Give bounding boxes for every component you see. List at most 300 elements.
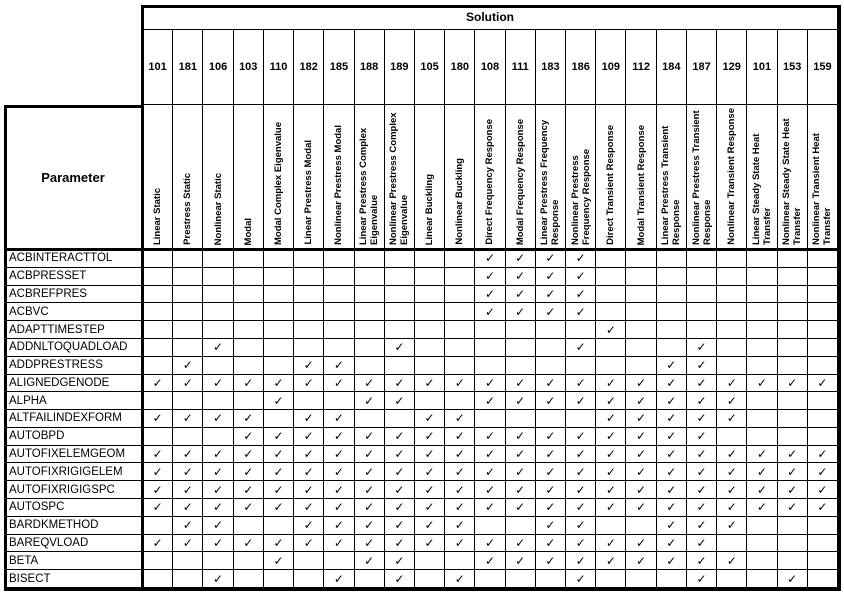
check-cell-checked [687,570,717,588]
check-mark: ✓ [333,411,344,426]
check-cell-checked [385,517,415,535]
check-cell-checked [566,552,596,570]
check-mark: ✓ [182,482,193,497]
check-cell-checked [445,517,475,535]
check-cell [355,357,385,375]
border-top [141,5,840,8]
check-mark: ✓ [152,375,163,390]
check-cell-checked [506,535,536,553]
check-cell [143,268,173,286]
corner-blank-numbers [4,30,143,105]
check-mark: ✓ [545,251,556,266]
border-bottom [4,588,841,591]
check-cell [626,286,656,304]
check-cell-checked [385,535,415,553]
check-cell-checked [657,499,687,517]
check-cell [294,392,324,410]
check-mark: ✓ [666,518,677,533]
check-mark: ✓ [575,553,586,568]
check-cell [445,357,475,375]
check-cell [203,357,233,375]
check-cell [234,357,264,375]
check-cell-checked [506,268,536,286]
check-mark: ✓ [545,482,556,497]
check-cell-checked [294,410,324,428]
check-mark: ✓ [152,536,163,551]
check-mark: ✓ [515,375,526,390]
check-mark: ✓ [364,464,375,479]
check-cell-checked [687,517,717,535]
check-cell [687,321,717,339]
check-mark: ✓ [575,251,586,266]
check-mark: ✓ [605,375,616,390]
check-cell-checked [566,250,596,268]
check-cell-checked [687,428,717,446]
check-mark: ✓ [303,500,314,515]
check-cell [143,339,173,357]
check-cell [355,339,385,357]
check-cell-checked [294,481,324,499]
check-mark: ✓ [364,429,375,444]
check-mark: ✓ [454,500,465,515]
check-cell-checked [445,481,475,499]
check-mark: ✓ [726,393,737,408]
column-number: 181 [173,30,203,105]
check-cell-checked [596,428,626,446]
check-cell-checked [778,499,808,517]
check-mark: ✓ [243,447,254,462]
check-cell-checked [385,499,415,517]
check-cell-checked [324,535,354,553]
check-cell-checked [506,303,536,321]
check-mark: ✓ [666,447,677,462]
check-mark: ✓ [213,447,224,462]
check-cell-checked [536,499,566,517]
corner-blank-top [4,5,143,30]
check-cell [143,321,173,339]
check-mark: ✓ [545,518,556,533]
check-cell [294,570,324,588]
check-mark: ✓ [182,375,193,390]
check-mark: ✓ [726,500,737,515]
check-cell [173,428,203,446]
check-cell-checked [747,446,777,464]
check-mark: ✓ [545,304,556,319]
check-cell-checked [566,375,596,393]
check-cell [747,428,777,446]
column-label-cell [808,105,838,250]
check-mark: ✓ [636,553,647,568]
check-mark: ✓ [424,375,435,390]
check-cell-checked [355,428,385,446]
check-mark: ✓ [575,571,586,586]
check-cell-checked [657,392,687,410]
check-mark: ✓ [605,464,616,479]
check-cell-checked [143,446,173,464]
check-cell [778,339,808,357]
check-cell-checked [717,463,747,481]
check-mark: ✓ [515,464,526,479]
column-label: Nonlinear Prestress Complex Eigenvalue [388,112,411,245]
check-cell [324,303,354,321]
check-mark: ✓ [636,393,647,408]
check-mark: ✓ [182,536,193,551]
check-cell [536,339,566,357]
check-cell [143,303,173,321]
check-mark: ✓ [424,447,435,462]
column-label-cell [264,105,294,250]
check-cell [717,428,747,446]
column-label-cell [445,105,475,250]
check-cell [415,570,445,588]
check-cell [415,250,445,268]
check-cell-checked [445,570,475,588]
column-label-cell [475,105,505,250]
check-mark: ✓ [213,500,224,515]
check-mark: ✓ [605,500,616,515]
check-cell-checked [415,499,445,517]
check-cell [687,250,717,268]
column-label-cell [778,105,808,250]
check-cell-checked [475,499,505,517]
check-cell-checked [626,446,656,464]
check-cell-checked [566,517,596,535]
check-cell [324,286,354,304]
check-cell-checked [536,428,566,446]
check-cell-checked [294,375,324,393]
check-cell [173,268,203,286]
check-cell-checked [747,375,777,393]
check-cell-checked [506,481,536,499]
column-label: Nonlinear Transient Heat Transfer [811,133,834,245]
check-cell-checked [475,552,505,570]
check-mark: ✓ [424,500,435,515]
check-cell-checked [294,463,324,481]
check-cell [234,392,264,410]
check-cell-checked [415,517,445,535]
check-cell-checked [324,410,354,428]
check-cell [234,339,264,357]
check-mark: ✓ [605,411,616,426]
column-label-cell [626,105,656,250]
check-cell [143,392,173,410]
check-mark: ✓ [575,340,586,355]
check-cell-checked [415,375,445,393]
check-cell-checked [717,392,747,410]
check-cell-checked [506,463,536,481]
check-mark: ✓ [545,500,556,515]
column-label: Linear Prestress Modal [303,140,315,245]
check-cell [808,410,838,428]
check-mark: ✓ [243,482,254,497]
column-label-cell [657,105,687,250]
check-mark: ✓ [394,375,405,390]
check-mark: ✓ [213,375,224,390]
check-cell [415,303,445,321]
check-cell-checked [385,375,415,393]
check-cell [778,517,808,535]
check-cell-checked [687,481,717,499]
check-cell-checked [203,463,233,481]
column-label: Linear Buckling [424,173,436,245]
check-mark: ✓ [636,447,647,462]
check-mark: ✓ [394,518,405,533]
column-label: Nonlinear Buckling [454,158,466,245]
column-number: 103 [234,30,264,105]
check-cell [294,268,324,286]
column-number: 110 [264,30,294,105]
check-mark: ✓ [303,411,314,426]
check-mark: ✓ [545,464,556,479]
column-label: Linear Prestress Frequency Response [539,119,562,245]
check-cell [415,552,445,570]
check-mark: ✓ [394,464,405,479]
check-cell-checked [506,375,536,393]
check-cell [415,339,445,357]
check-mark: ✓ [333,536,344,551]
check-cell-checked [445,428,475,446]
check-cell-checked [808,375,838,393]
check-cell-checked [778,570,808,588]
check-mark: ✓ [213,482,224,497]
check-mark: ✓ [364,375,375,390]
check-mark: ✓ [696,464,707,479]
check-cell [475,517,505,535]
check-cell [566,357,596,375]
check-cell [203,321,233,339]
check-cell-checked [173,535,203,553]
check-cell-checked [687,535,717,553]
check-cell-checked [415,481,445,499]
check-cell-checked [264,535,294,553]
column-label: Modal Complex Eigenvalue [272,122,284,245]
check-cell [264,286,294,304]
check-cell-checked [385,428,415,446]
check-mark: ✓ [787,571,798,586]
check-mark: ✓ [575,482,586,497]
check-cell-checked [626,428,656,446]
check-mark: ✓ [666,375,677,390]
check-mark: ✓ [424,429,435,444]
check-cell [808,535,838,553]
check-mark: ✓ [303,482,314,497]
check-cell-checked [355,481,385,499]
check-cell-checked [778,446,808,464]
check-cell-checked [566,499,596,517]
check-cell-checked [324,481,354,499]
check-cell [294,321,324,339]
check-cell-checked [203,339,233,357]
check-cell [264,410,294,428]
check-cell-checked [324,463,354,481]
check-cell [808,517,838,535]
check-cell [264,517,294,535]
check-cell [355,268,385,286]
parameter-name: AUTOFIXRIGIGSPC [4,481,143,499]
check-mark: ✓ [515,429,526,444]
check-cell [475,410,505,428]
check-cell-checked [717,410,747,428]
check-mark: ✓ [364,482,375,497]
check-cell-checked [687,463,717,481]
check-mark: ✓ [424,411,435,426]
check-cell-checked [626,535,656,553]
border-parameter-left [4,105,7,591]
check-cell [173,250,203,268]
check-cell [596,517,626,535]
check-mark: ✓ [182,358,193,373]
check-cell [445,552,475,570]
check-cell [717,286,747,304]
check-mark: ✓ [273,375,284,390]
check-cell-checked [143,535,173,553]
column-label-cell [173,105,203,250]
check-mark: ✓ [817,464,828,479]
check-mark: ✓ [484,429,496,444]
check-mark: ✓ [454,429,465,444]
check-cell-checked [536,463,566,481]
check-mark: ✓ [394,429,405,444]
parameter-name: ACBINTERACTTOL [4,250,143,268]
parameter-name: ALTFAILINDEXFORM [4,410,143,428]
check-cell-checked [324,499,354,517]
column-label-cell [324,105,354,250]
check-cell-checked [445,375,475,393]
check-cell-checked [445,463,475,481]
check-cell [445,339,475,357]
check-cell-checked [596,446,626,464]
check-cell-checked [143,499,173,517]
check-cell-checked [475,268,505,286]
check-cell [506,570,536,588]
check-cell-checked [687,375,717,393]
check-cell-checked [808,446,838,464]
column-label-cell [294,105,324,250]
check-cell-checked [385,463,415,481]
check-cell-checked [657,463,687,481]
check-mark: ✓ [666,393,677,408]
check-mark: ✓ [696,447,707,462]
check-cell-checked [143,481,173,499]
check-cell-checked [566,481,596,499]
check-cell [264,570,294,588]
check-cell-checked [355,463,385,481]
check-mark: ✓ [273,447,284,462]
check-cell [173,392,203,410]
check-cell-checked [536,375,566,393]
border-under-labels [4,248,841,251]
check-cell-checked [324,570,354,588]
check-cell [626,570,656,588]
check-cell-checked [294,499,324,517]
check-cell-checked [203,570,233,588]
column-number: 187 [687,30,717,105]
column-label: Nonlinear Steady State Heat Transfer [781,118,804,245]
check-mark: ✓ [696,571,707,586]
check-cell-checked [808,463,838,481]
check-cell-checked [324,375,354,393]
check-mark: ✓ [303,358,314,373]
check-cell [808,552,838,570]
check-cell [626,517,656,535]
check-mark: ✓ [636,536,647,551]
check-cell-checked [445,535,475,553]
check-cell-checked [687,446,717,464]
check-cell-checked [324,428,354,446]
check-cell [294,339,324,357]
check-cell-checked [596,481,626,499]
check-cell-checked [506,392,536,410]
parameter-name: ADDNLTOQUADLOAD [4,339,143,357]
check-cell [717,321,747,339]
check-cell [596,286,626,304]
column-number: 105 [415,30,445,105]
check-mark: ✓ [575,429,586,444]
check-cell [808,303,838,321]
column-label-cell [747,105,777,250]
check-cell-checked [657,552,687,570]
check-cell [536,357,566,375]
check-cell [747,321,777,339]
solution-header: Solution [143,5,838,30]
column-number: 188 [355,30,385,105]
check-cell [626,339,656,357]
check-cell [506,517,536,535]
check-mark: ✓ [666,536,677,551]
check-cell [657,250,687,268]
check-mark: ✓ [394,393,405,408]
column-label-cell [566,105,596,250]
parameter-name: ALPHA [4,392,143,410]
parameter-name: BARDKMETHOD [4,517,143,535]
check-cell [687,268,717,286]
check-cell-checked [294,357,324,375]
check-mark: ✓ [696,500,707,515]
check-cell [626,357,656,375]
check-cell-checked [536,535,566,553]
check-cell-checked [415,428,445,446]
check-mark: ✓ [515,304,526,319]
check-cell [808,428,838,446]
check-mark: ✓ [605,393,616,408]
border-parameter-top [4,105,144,108]
parameter-name: BETA [4,552,143,570]
check-mark: ✓ [152,500,163,515]
check-cell [324,268,354,286]
check-mark: ✓ [243,536,254,551]
check-mark: ✓ [484,393,496,408]
check-mark: ✓ [666,429,677,444]
check-cell [475,321,505,339]
check-mark: ✓ [484,464,496,479]
check-cell-checked [415,535,445,553]
check-mark: ✓ [515,553,526,568]
check-mark: ✓ [364,536,375,551]
check-cell [415,392,445,410]
check-cell-checked [445,446,475,464]
check-cell [747,357,777,375]
check-mark: ✓ [575,500,586,515]
check-mark: ✓ [152,411,163,426]
check-cell-checked [566,446,596,464]
parameter-name: AUTOBPD [4,428,143,446]
check-mark: ✓ [394,340,405,355]
check-cell [717,339,747,357]
check-cell [203,268,233,286]
check-cell [264,250,294,268]
check-mark: ✓ [575,536,586,551]
column-number: 153 [778,30,808,105]
